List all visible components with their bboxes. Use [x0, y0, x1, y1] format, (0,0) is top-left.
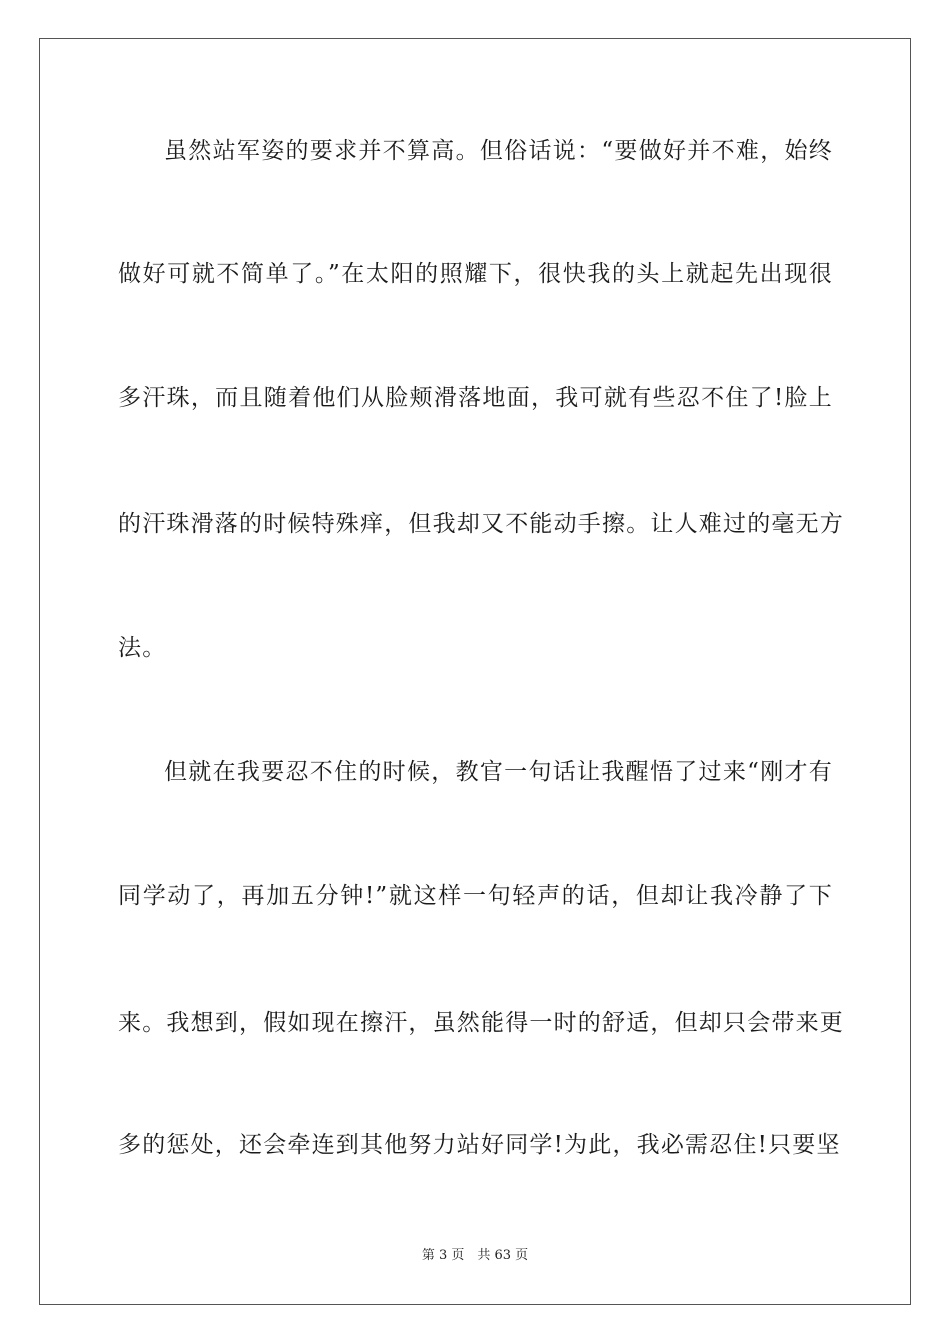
- paragraph-1-line-4: 的汗珠滑落的时候特殊痒，但我却又不能动手擦。让人难过的毫无方: [118, 511, 844, 537]
- page-number-footer: 第 3 页 共 63 页: [421, 1248, 529, 1263]
- paragraph-2-line-2: 同学动了，再加五分钟!”就这样一句轻声的话，但却让我冷静了下: [118, 883, 833, 909]
- paragraph-1-line-2: 做好可就不简单了。”在太阳的照耀下，很快我的头上就起先出现很: [118, 261, 833, 287]
- page-border: [39, 38, 911, 1305]
- paragraph-1-line-3: 多汗珠，而且随着他们从脸颊滑落地面，我可就有些忍不住了!脸上: [118, 385, 833, 411]
- paragraph-1-line-1: 虽然站军姿的要求并不算高。但俗话说：“要做好并不难，始终: [164, 138, 833, 164]
- paragraph-1-line-5: 法。: [118, 635, 167, 661]
- paragraph-2-line-4: 多的惩处，还会牵连到其他努力站好同学!为此，我必需忍住!只要坚: [118, 1132, 841, 1158]
- paragraph-2-line-1: 但就在我要忍不住的时候，教官一句话让我醒悟了过来“刚才有: [164, 759, 833, 785]
- paragraph-2-line-3: 来。我想到，假如现在擦汗，虽然能得一时的舒适，但却只会带来更: [118, 1010, 844, 1036]
